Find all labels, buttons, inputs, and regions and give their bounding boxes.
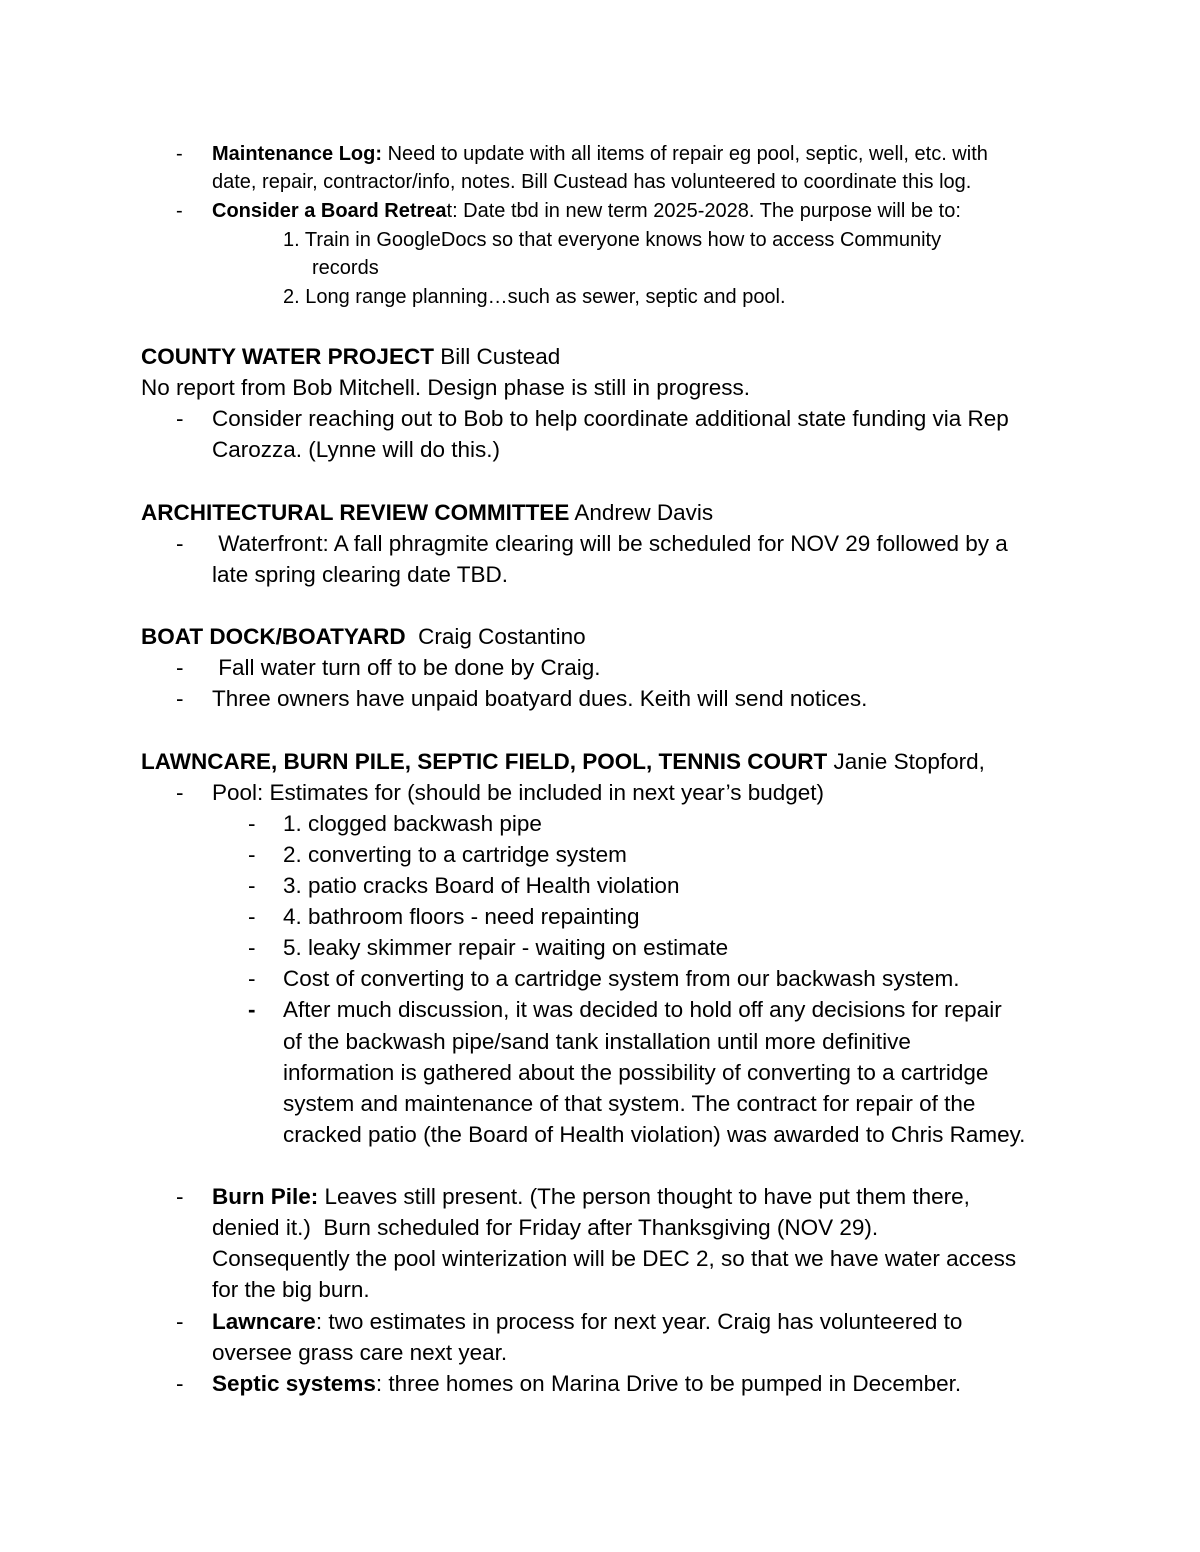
septic-line	[212, 1371, 961, 1397]
pool-sub-2: 2. converting to a cartridge system	[283, 842, 627, 867]
bullet-dash: -	[176, 1371, 184, 1396]
sub-bullet-dash: -	[248, 873, 256, 898]
maintenance-log-line	[212, 143, 988, 166]
county-item-line-2: Carozza. (Lynne will do this.)	[212, 437, 501, 462]
bullet-dash: -	[176, 655, 184, 680]
sub-bullet-dash: -	[248, 811, 256, 836]
arch-item-line-2: late spring clearing date TBD.	[212, 562, 508, 587]
bullet-dash: -	[176, 780, 184, 805]
pool-sub-7-line-3: information is gathered about the possibility of converting to a cartridge	[283, 1060, 989, 1085]
lawncare-line-2: oversee grass care next year.	[212, 1340, 508, 1365]
retreat-item-1: 1. Train in GoogleDocs so that everyone knows how to access Community	[283, 229, 942, 251]
section-person: Andrew Davis	[569, 500, 714, 525]
pool-sub-7-line-4: system and maintenance of that system. The contract for repair of the	[283, 1091, 976, 1116]
pool-estimates-line: Pool: Estimates for (should be included in next year’s budget)	[212, 780, 825, 805]
bullet-dash: -	[176, 686, 184, 711]
burn-pile-label: Burn Pile:	[212, 1184, 319, 1209]
burn-pile-text: Leaves still present. (The person thought to have put them there,	[318, 1184, 970, 1209]
boat-item-1: Fall water turn off to be done by Craig.	[212, 655, 601, 680]
sub-bullet-dash: -	[248, 966, 256, 991]
bullet-dash: -	[176, 1184, 184, 1209]
sub-bullet-dash: -	[248, 935, 256, 960]
septic-label: Septic systems	[212, 1371, 376, 1396]
sub-bullet-dash: -	[248, 904, 256, 929]
lawncare-text: : two estimates in process for next year. Craig has volunteered to	[315, 1309, 963, 1334]
bullet-dash: -	[176, 200, 183, 222]
lawncare-line-1	[212, 1309, 962, 1335]
bullet-dash: -	[176, 143, 183, 165]
section-heading: COUNTY WATER PROJECT	[141, 344, 434, 369]
county-item-line-1: Consider reaching out to Bob to help coordinate additional state funding via Rep	[212, 406, 1009, 431]
boat-item-2: Three owners have unpaid boatyard dues. Keith will send notices.	[212, 686, 868, 711]
retreat-item-1-cont: records	[312, 257, 379, 279]
pool-sub-3: 3. patio cracks Board of Health violation	[283, 873, 680, 898]
bullet-dash: -	[176, 1309, 184, 1334]
arch-review-heading	[141, 500, 713, 526]
section-heading: ARCHITECTURAL REVIEW COMMITTEE	[141, 500, 570, 525]
section-person: Janie Stopford,	[827, 749, 985, 774]
section-person: Bill Custead	[433, 344, 561, 369]
arch-item-line-1: Waterfront: A fall phragmite clearing will be scheduled for NOV 29 followed by a	[212, 531, 1008, 556]
lawncare-label: Lawncare	[212, 1309, 316, 1334]
pool-sub-7-line-5: cracked patio (the Board of Health violation) was awarded to Chris Ramey.	[283, 1122, 1026, 1147]
maintenance-log-text: Need to update with all items of repair eg pool, septic, well, etc. with	[382, 143, 988, 165]
board-retreat-text: t: Date tbd in new term 2025-2028. The purpose will be to:	[446, 200, 961, 222]
septic-text: : three homes on Marina Drive to be pumped in December.	[375, 1371, 962, 1396]
maintenance-log-label: Maintenance Log:	[212, 143, 383, 165]
maintenance-log-line-2: date, repair, contractor/info, notes. Bill Custead has volunteered to coordinate this log.	[212, 171, 972, 193]
burn-pile-line-4: for the big burn.	[212, 1277, 370, 1302]
sub-bullet-dash: -	[248, 842, 256, 867]
section-person: Craig Costantino	[405, 624, 586, 649]
pool-sub-6: Cost of converting to a cartridge system from our backwash system.	[283, 966, 960, 991]
board-retreat-label: Consider a Board Retrea	[212, 200, 447, 222]
lawncare-heading	[141, 749, 985, 775]
burn-pile-line-3: Consequently the pool winterization will be DEC 2, so that we have water access	[212, 1246, 1017, 1271]
pool-sub-7-line-2: of the backwash pipe/sand tank installation until more definitive	[283, 1029, 911, 1054]
boat-dock-heading	[141, 624, 586, 650]
county-water-heading	[141, 344, 560, 370]
board-retreat-line	[212, 200, 961, 223]
bullet-dash: -	[176, 531, 184, 556]
pool-sub-4: 4. bathroom floors - need repainting	[283, 904, 640, 929]
burn-pile-line-2: denied it.) Burn scheduled for Friday after Thanksgiving (NOV 29).	[212, 1215, 879, 1240]
sub-bullet-dash: -	[248, 997, 256, 1022]
section-heading: BOAT DOCK/BOATYARD	[141, 624, 406, 649]
retreat-item-2: 2. Long range planning…such as sewer, septic and pool.	[283, 286, 786, 308]
section-heading: LAWNCARE, BURN PILE, SEPTIC FIELD, POOL, TENNIS COURT	[141, 749, 828, 774]
pool-sub-7-line-1: After much discussion, it was decided to hold off any decisions for repair	[283, 997, 1002, 1022]
county-report: No report from Bob Mitchell. Design phase is still in progress.	[141, 375, 750, 400]
burn-pile-line-1	[212, 1184, 970, 1210]
bullet-dash: -	[176, 406, 184, 431]
pool-sub-1: 1. clogged backwash pipe	[283, 811, 542, 836]
pool-sub-5: 5. leaky skimmer repair - waiting on estimate	[283, 935, 729, 960]
